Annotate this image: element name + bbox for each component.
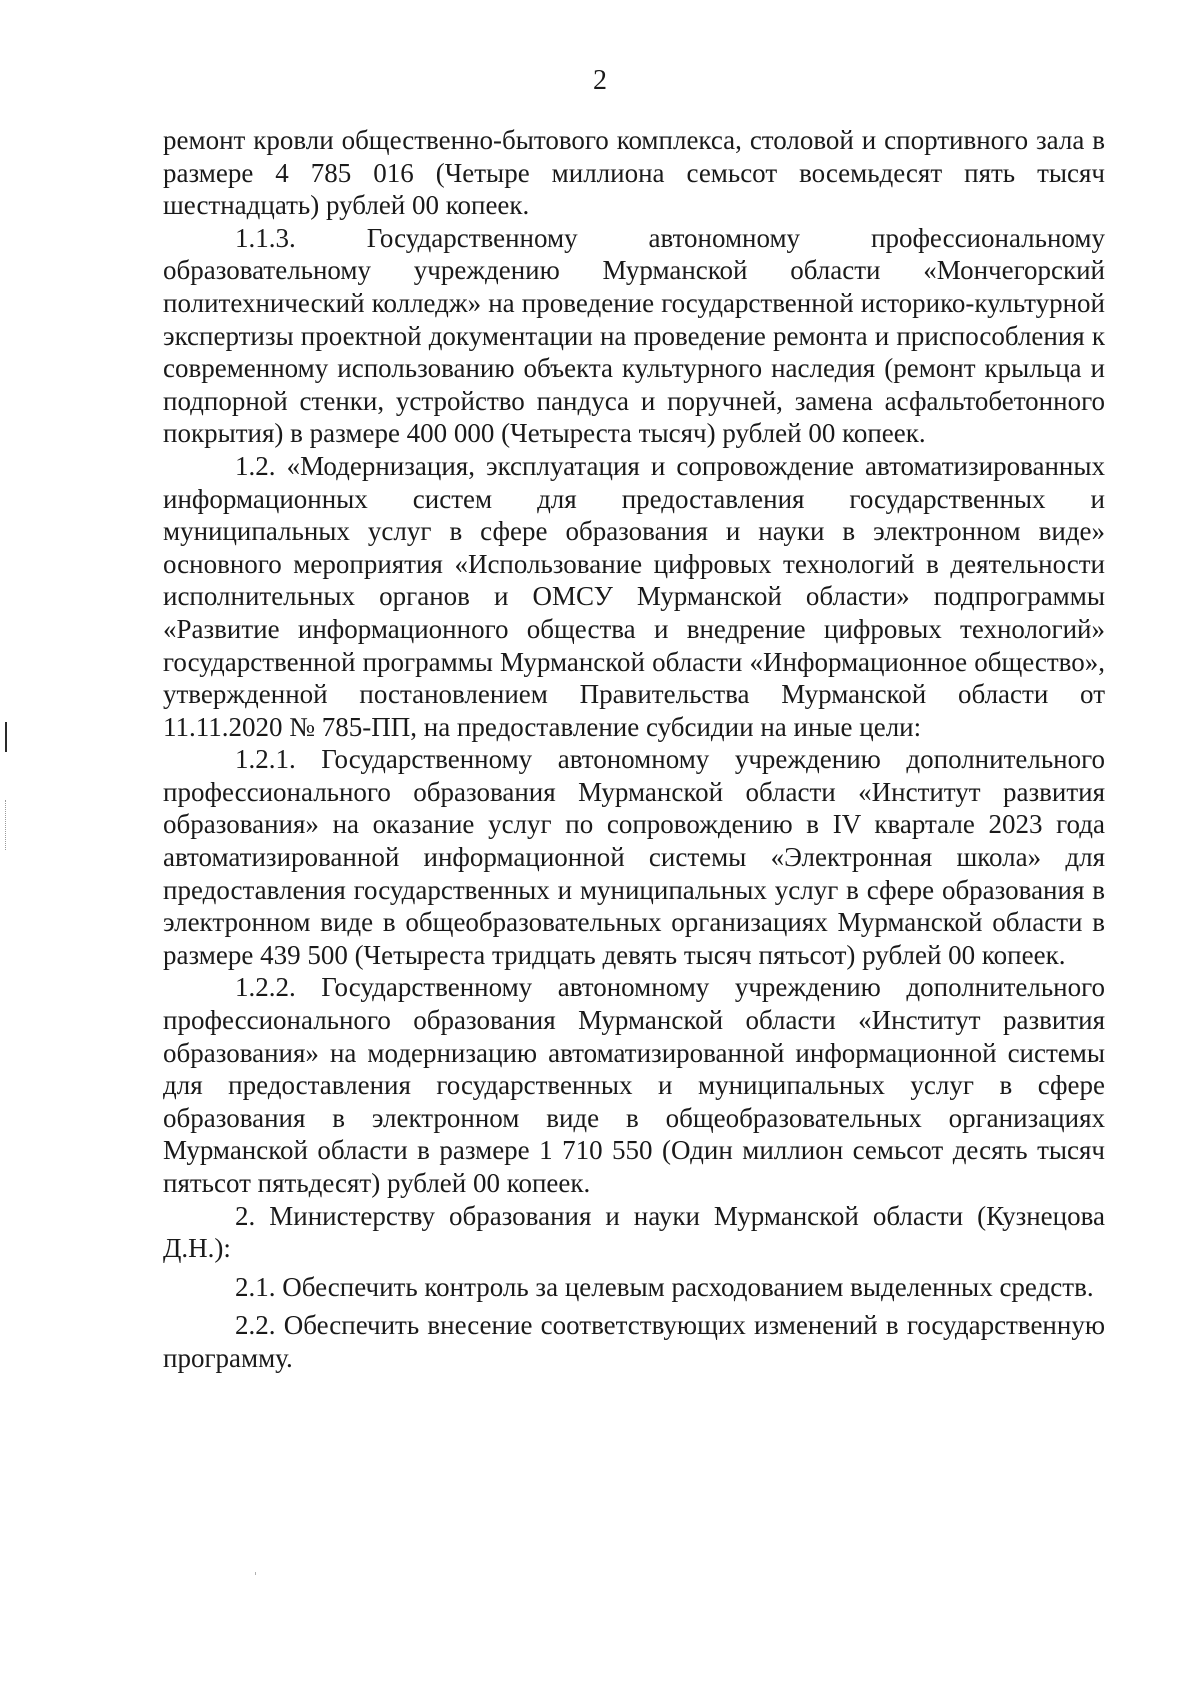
scan-edge-mark — [5, 722, 7, 752]
paragraph-2-2: 2.2. Обеспечить внесение соответствующих изменений в государственную программу. — [163, 1310, 1105, 1373]
document-body — [163, 124, 1105, 1375]
page-number: 2 — [593, 65, 607, 96]
scan-speck — [255, 1572, 256, 1575]
paragraph-1-2: 1.2. «Модернизация, эксплуатация и сопровождение автоматизированных информационных систем для предоставления государственных и муниципальных услуг в сфере образования и науки в электронном виде» основного мероприятия «Использование цифровых технологий в деятельности исполнительных органов и ОМСУ Мурманской области» подпрограммы «Развитие информационного общества и внедрение цифровых технологий» государственной программы Мурманской области «Информационное общество», утвержденной постановлением Правительства Мурманской области от 11.11.2020 № 785-ПП, на предоставление субсидии на иные цели: — [163, 450, 1105, 742]
paragraph-2: 2. Министерству образования и науки Мурманской области (Кузнецова Д.Н.): — [163, 1200, 1105, 1264]
paragraph-1-2-2: 1.2.2. Государственному автономному учреждению дополнительного профессионального образования Мурманской области «Институт развития образования» на модернизацию автоматизированной информационной системы для предоставления государственных и муниципальных услуг в сфере образования в электронном виде в общеобразовательных организациях Мурманской области в размере 1 710 550 (Один миллион семьсот десять тысяч пятьсот пятьдесят) рублей 00 копеек. — [163, 972, 1105, 1198]
scan-edge-dots — [5, 800, 7, 850]
paragraph-2-1: 2.1. Обеспечить контроль за целевым расходованием выделенных средств. — [235, 1271, 1094, 1302]
paragraph-1-2-1: 1.2.1. Государственному автономному учреждению дополнительного профессионального образования Мурманской области «Институт развития образования» на оказание услуг по сопровождению в IV квартале 2023 года автоматизированной информационной системы «Электронная школа» для предоставления государственных и муниципальных услуг в сфере образования в электронном виде в общеобразовательных организациях Мурманской области в размере 439 500 (Четыреста тридцать девять тысяч пятьсот) рублей 00 копеек. — [163, 744, 1105, 970]
paragraph-1-1-3: 1.1.3. Государственному автономному профессиональному образовательному учреждению Мурманской области «Мончегорский политехнический колледж» на проведение государственной историко-культурной экспертизы проектной документации на проведение ремонта и приспособления к современному использованию объекта культурного наследия (ремонт крыльца и подпорной стенки, устройство пандуса и поручней, замена асфальтобетонного покрытия) в размере 400 000 (Четыреста тысяч) рублей 00 копеек. — [163, 222, 1105, 449]
paragraph-continuation: ремонт кровли общественно-бытового комплекса, столовой и спортивного зала в размере 4 785 016 (Четыре миллиона семьсот восемьдесят пять тысяч шестнадцать) рублей 00 копеек. — [163, 125, 1105, 221]
